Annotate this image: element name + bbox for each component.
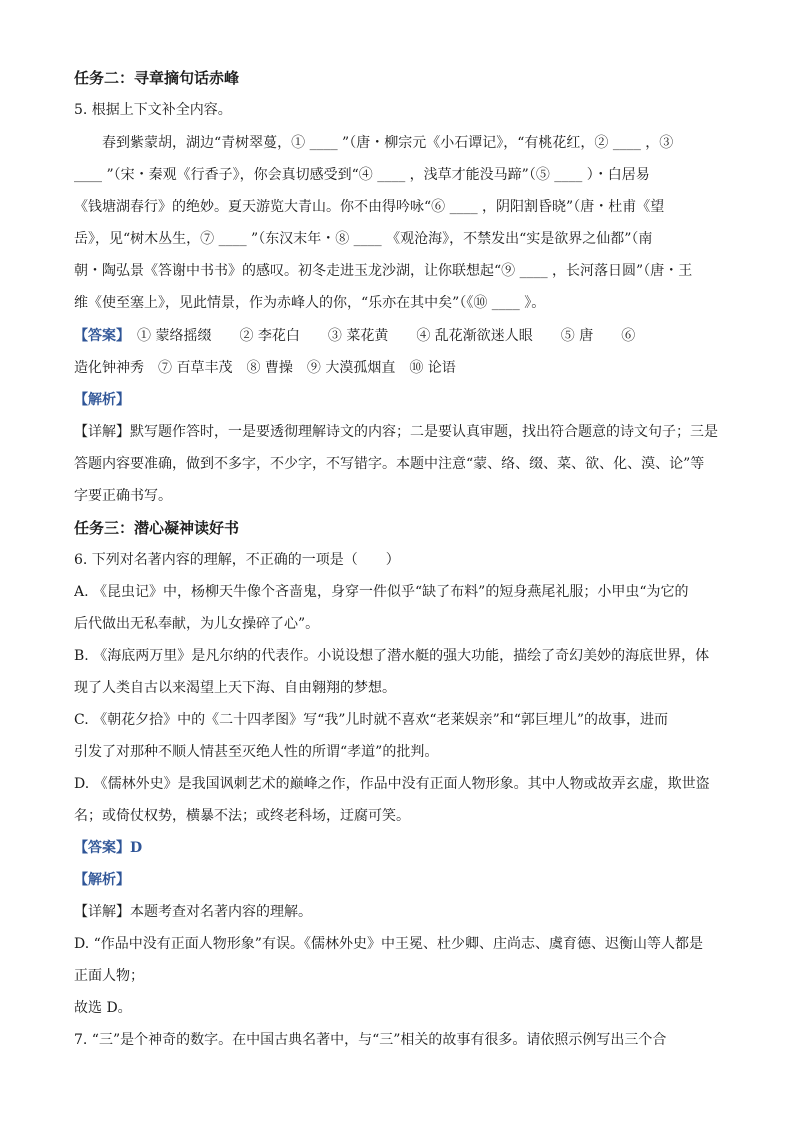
q6-option-line: 名；或倚仗权势，横暴不法；或终老科场，迂腐可笑。 <box>74 808 410 824</box>
q5-detail-line: 【详解】默写题作答时，一是要透彻理解诗文的内容；二是要认真审题，找出符合题意的诗文句子；三是 <box>74 424 718 440</box>
q6-option-line: 引发了对那种不顺人情甚至灭绝人性的所谓“孝道”的批判。 <box>74 744 439 760</box>
q6-option-line: A. 《昆虫记》中，杨柳天牛像个吝啬鬼，身穿一件似乎“缺了布料”的短身燕尾礼服；小甲虫“为它的 <box>74 584 689 600</box>
q6-answer: 【答案】D <box>74 840 143 856</box>
q5-text-line: 岳》，见“树木丛生，⑦ ____ ”（东汉末年・⑧ ____ 《观沧海》，不禁发出“实是欲界之仙都”（南 <box>74 231 653 247</box>
q5-text-line: 春到紫蒙胡，湖边“青树翠蔓，① ____ ”（唐・柳宗元《小石谭记》，“有桃花红，② ____ ，③ <box>74 135 674 151</box>
q5-detail-line: 答题内容要准确，做到不多字，不少字，不写错字。本题中注意“蒙、络、缀、菜、欲、化、漠、论”等 <box>74 456 705 472</box>
section3-title: 任务三：潜心凝神读好书 <box>74 519 240 537</box>
q5-answer-row <box>74 327 720 345</box>
q5-text-line: 《钱塘湖春行》的绝妙。夏天游览大青山。你不由得吟咏“⑥ ____ ，阴阳割昏晓”（唐・杜甫《望 <box>74 199 665 215</box>
q6-prompt: 6. 下列对名著内容的理解，不正确的一项是（ ） <box>74 552 400 568</box>
q6-option-line: 后代做出无私奉献，为儿女操碎了心”。 <box>74 616 320 632</box>
q5-text-line: ____ ”（宋・秦观《行香子》，你会真切感受到“④ ____ ，浅草才能没马蹄”（⑤ ____ ）・白居易 <box>74 167 650 183</box>
q6-option-line: C. 《朝花夕拾》中的《二十四孝图》写“我”儿时就不喜欢“老莱娱亲”和“郭巨埋儿”的故事，进而 <box>74 712 669 728</box>
answer-label: 【答案】 <box>74 328 123 344</box>
q5-text-line: 朝・陶弘景《答谢中书书》的感叹。初冬走进玉龙沙湖，让你联想起“⑨ ____ ，长河落日圆”（唐・王 <box>74 263 693 279</box>
q5-analysis-label: 【解析】 <box>74 392 130 408</box>
q6-option-line: B. 《海底两万里》是凡尔纳的代表作。小说设想了潜水艇的强大功能，描绘了奇幻美妙的海底世界，体 <box>74 648 710 664</box>
q6-detail-line: D. “作品中没有正面人物形象”有误。《儒林外史》中王冕、杜少卿、庄尚志、虞育德、迟衡山等人都是 <box>74 936 703 952</box>
q6-detail-line: 【详解】本题考查对名著内容的理解。 <box>74 904 312 920</box>
q6-analysis-label: 【解析】 <box>74 872 130 888</box>
q5-detail-line: 字要正确书写。 <box>74 488 172 504</box>
q5-text-line: 维《使至塞上》，见此情景，作为赤峰人的你，“乐亦在其中矣”（《⑩ ____ 》。 <box>74 295 546 311</box>
q5-answer-continued: 造化钟神秀 ⑦ 百草丰茂 ⑧ 曹操 ⑨ 大漠孤烟直 ⑩ 论语 <box>74 360 456 376</box>
q6-detail-line: 故选 D。 <box>74 1000 132 1016</box>
q5-answer-items: ① 蒙络摇缀 ② 李花白 ③ 菜花黄 ④ 乱花渐欲迷人眼 ⑤ 唐 ⑥ <box>123 328 636 344</box>
q6-option-line: 现了人类自古以来渴望上天下海、自由翱翔的梦想。 <box>74 680 396 696</box>
q6-option-line: D. 《儒林外史》是我国讽刺艺术的巅峰之作，作品中没有正面人物形象。其中人物或故弄玄虚，欺世盗 <box>74 776 710 792</box>
q7-prompt: 7. “三”是个神奇的数字。在中国古典名著中，与“三”相关的故事有很多。请依照示例写出三个合 <box>74 1032 667 1048</box>
q6-detail-line: 正面人物； <box>74 968 144 984</box>
q5-prompt: 5. 根据上下文补全内容。 <box>74 102 232 118</box>
section2-title: 任务二：寻章摘句话赤峰 <box>74 69 240 87</box>
